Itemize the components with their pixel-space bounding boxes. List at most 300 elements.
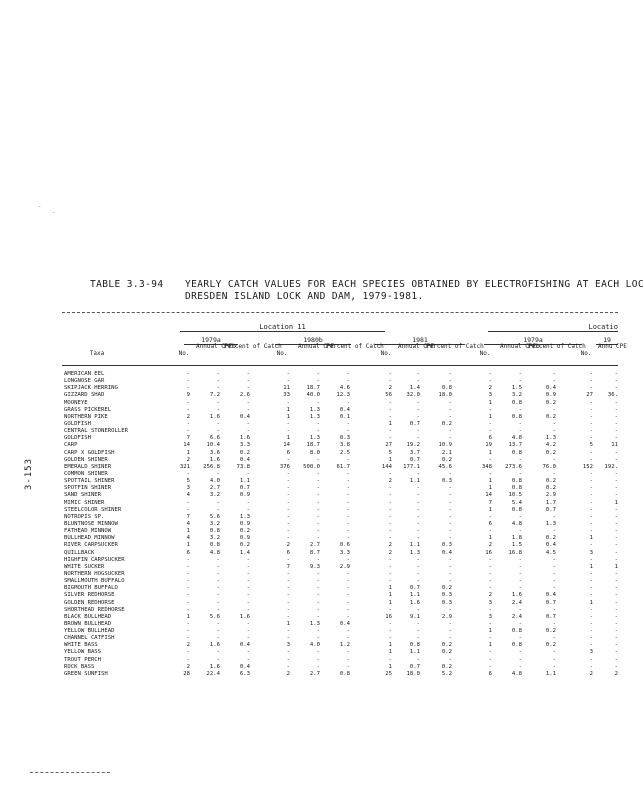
cell-no: - <box>388 413 392 420</box>
cell-annual-cpe: 1.3 <box>309 413 320 420</box>
cell-annual-cpe: - <box>416 470 420 477</box>
taxa-name: SMALLMOUTH BUFFALO <box>64 578 125 585</box>
cell-percent-of-catch: 1.4 <box>239 549 250 556</box>
taxa-name: NORTHERN HOGSUCKER <box>64 570 125 577</box>
cell-no: - <box>286 663 290 670</box>
cell-annual-cpe: 1.1 <box>409 649 420 656</box>
taxa-name: WHITE BASS <box>64 642 98 649</box>
year-label: 1979a <box>484 336 582 345</box>
cell-percent-of-catch: - <box>346 613 350 620</box>
cell-percent-of-catch: 0.3 <box>441 542 452 549</box>
cell-annual-cpe: 1.8 <box>511 535 522 542</box>
taxa-name: CENTRAL STONEROLLER <box>64 428 128 435</box>
cell-annual-cpe: 0.8 <box>209 542 220 549</box>
cell-percent-of-catch: - <box>552 371 556 377</box>
cell-percent-of-catch: - <box>246 470 250 477</box>
cell-annual-cpe: - <box>518 428 522 435</box>
cell-percent-of-catch: 61.7 <box>336 463 350 470</box>
column-header: No. <box>580 350 592 357</box>
taxa-name: LONGNOSE GAR <box>64 378 105 385</box>
cell-no: - <box>186 570 190 577</box>
cell-annual-cpe: 10.5 <box>508 492 522 499</box>
cell-percent-of-catch: - <box>246 599 250 606</box>
cell-annual-cpe: - <box>216 385 220 392</box>
cell-percent-of-catch: 0.4 <box>441 549 452 556</box>
taxa-name: SKIPJACK HERRING <box>64 385 118 392</box>
cell-percent-of-catch: - <box>552 556 556 563</box>
cell-percent-of-catch: - <box>552 578 556 585</box>
table-row <box>0 414 618 421</box>
cell-no: 3 <box>286 642 290 649</box>
cell-annual-cpe: - <box>518 635 522 642</box>
table-row <box>0 407 618 414</box>
table-row <box>0 614 618 621</box>
cell-annual-cpe: - <box>216 570 220 577</box>
cell-percent-of-catch: 0.4 <box>239 642 250 649</box>
cell-no: - <box>286 528 290 535</box>
cell-percent-of-catch: - <box>552 470 556 477</box>
cell-no: - <box>589 449 593 456</box>
table-row <box>0 521 618 528</box>
cell-annual-cpe: 8.0 <box>309 449 320 456</box>
taxa-name: YELLOW BULLHEAD <box>64 628 115 635</box>
cell-annual-cpe: - <box>316 556 320 563</box>
cell-no: - <box>388 556 392 563</box>
cell-no: - <box>186 371 190 377</box>
cell-no: - <box>186 592 190 599</box>
table-row <box>0 657 618 664</box>
cell-annual-cpe: - <box>216 599 220 606</box>
table-row <box>0 514 618 521</box>
cell-annual-cpe: 1.4 <box>409 385 420 392</box>
cell-no: 1 <box>286 620 290 627</box>
cell-annual-cpe: - <box>614 428 618 435</box>
cell-annual-cpe: - <box>316 485 320 492</box>
cell-percent-of-catch: - <box>448 528 452 535</box>
cell-percent-of-catch: - <box>346 528 350 535</box>
cell-no: 2 <box>186 642 190 649</box>
cell-no: - <box>589 620 593 627</box>
cell-annual-cpe: - <box>416 513 420 520</box>
cell-percent-of-catch: 4.6 <box>339 385 350 392</box>
cell-percent-of-catch: - <box>246 606 250 613</box>
cell-annual-cpe: - <box>316 470 320 477</box>
cell-annual-cpe: 40.0 <box>306 392 320 399</box>
cell-annual-cpe: 256.8 <box>203 463 220 470</box>
year-label: 1981 <box>375 336 465 345</box>
cell-no: - <box>589 520 593 527</box>
cell-no: - <box>488 371 492 377</box>
taxa-name: CARP <box>64 442 78 449</box>
cell-percent-of-catch: - <box>246 428 250 435</box>
table-title <box>90 279 644 303</box>
cell-no: - <box>286 513 290 520</box>
cell-annual-cpe: - <box>614 542 618 549</box>
cell-percent-of-catch: 0.4 <box>239 456 250 463</box>
cell-percent-of-catch: 0.2 <box>239 542 250 549</box>
cell-percent-of-catch: - <box>346 428 350 435</box>
cell-percent-of-catch: - <box>448 470 452 477</box>
cell-no: 6 <box>488 435 492 442</box>
cell-annual-cpe: - <box>614 485 618 492</box>
cell-percent-of-catch: 0.2 <box>545 535 556 542</box>
cell-percent-of-catch: 45.6 <box>438 463 452 470</box>
cell-annual-cpe: - <box>614 399 618 406</box>
taxa-name: TROUT PERCH <box>64 656 102 663</box>
cell-percent-of-catch: - <box>448 535 452 542</box>
cell-no: - <box>388 570 392 577</box>
cell-percent-of-catch: 0.2 <box>545 478 556 485</box>
cell-annual-cpe: - <box>216 578 220 585</box>
cell-no: - <box>186 635 190 642</box>
cell-no: 376 <box>279 463 290 470</box>
table-row <box>0 442 618 449</box>
cell-annual-cpe: - <box>614 570 618 577</box>
cell-annual-cpe: - <box>316 628 320 635</box>
cell-percent-of-catch: - <box>346 578 350 585</box>
cell-percent-of-catch: - <box>346 663 350 670</box>
cell-annual-cpe: - <box>216 563 220 570</box>
cell-percent-of-catch: - <box>346 399 350 406</box>
cell-annual-cpe: - <box>518 528 522 535</box>
cell-annual-cpe: - <box>416 399 420 406</box>
cell-no: 1 <box>286 406 290 413</box>
cell-annual-cpe: 1.5 <box>511 542 522 549</box>
cell-percent-of-catch: 0.4 <box>339 620 350 627</box>
cell-no: - <box>186 563 190 570</box>
cell-no: - <box>589 513 593 520</box>
cell-no: - <box>388 378 392 385</box>
cell-percent-of-catch: - <box>552 585 556 592</box>
table-row <box>0 564 618 571</box>
cell-no: - <box>286 635 290 642</box>
table-row <box>0 550 618 557</box>
cell-annual-cpe: 7.2 <box>209 392 220 399</box>
cell-no: 1 <box>589 599 593 606</box>
cell-percent-of-catch: - <box>552 663 556 670</box>
cell-percent-of-catch: 12.3 <box>336 392 350 399</box>
cell-annual-cpe: - <box>614 642 618 649</box>
cell-annual-cpe: - <box>416 635 420 642</box>
column-header: Annu CPE <box>598 343 627 350</box>
cell-percent-of-catch: - <box>448 628 452 635</box>
table-row <box>0 664 618 671</box>
cell-annual-cpe: 1.6 <box>209 413 220 420</box>
cell-annual-cpe: - <box>614 535 618 542</box>
cell-no: 348 <box>481 463 492 470</box>
cell-annual-cpe: 11 <box>611 442 618 449</box>
cell-no: - <box>589 406 593 413</box>
cell-no: - <box>186 399 190 406</box>
cell-percent-of-catch: 5.2 <box>441 670 452 677</box>
cell-annual-cpe: 3.7 <box>409 449 420 456</box>
cell-annual-cpe: - <box>216 406 220 413</box>
cell-no: - <box>186 656 190 663</box>
cell-percent-of-catch: - <box>448 428 452 435</box>
cell-annual-cpe: - <box>216 585 220 592</box>
table-title-line1: YEARLY CATCH VALUES FOR EACH SPECIES OBTAINED BY ELECTROFISHING AT EACH LOC <box>185 279 644 290</box>
cell-percent-of-catch: - <box>246 578 250 585</box>
cell-annual-cpe: 10.4 <box>206 442 220 449</box>
cell-percent-of-catch: - <box>448 485 452 492</box>
cell-percent-of-catch: 0.8 <box>339 670 350 677</box>
cell-no: - <box>388 399 392 406</box>
cell-percent-of-catch: 4.5 <box>545 549 556 556</box>
table-row <box>0 485 618 492</box>
cell-annual-cpe: - <box>416 606 420 613</box>
cell-annual-cpe: 0.8 <box>209 528 220 535</box>
cell-annual-cpe: - <box>518 649 522 656</box>
cell-annual-cpe: 1.3 <box>309 435 320 442</box>
cell-annual-cpe: 1.1 <box>409 592 420 599</box>
column-header: Percent of Catch <box>528 343 586 350</box>
column-header: Percent of Catch <box>224 343 282 350</box>
cell-percent-of-catch: - <box>552 420 556 427</box>
table-row <box>0 535 618 542</box>
cell-no: 1 <box>488 399 492 406</box>
cell-annual-cpe: 9.3 <box>309 563 320 570</box>
cell-no: - <box>488 656 492 663</box>
cell-annual-cpe: - <box>316 456 320 463</box>
cell-annual-cpe: 0.8 <box>511 628 522 635</box>
cell-annual-cpe: - <box>518 420 522 427</box>
cell-percent-of-catch: - <box>448 399 452 406</box>
cell-percent-of-catch: - <box>246 620 250 627</box>
cell-no: - <box>488 428 492 435</box>
cell-annual-cpe: 0.8 <box>511 413 522 420</box>
cell-annual-cpe: - <box>614 449 618 456</box>
cell-annual-cpe: 18.0 <box>406 670 420 677</box>
cell-annual-cpe: - <box>416 499 420 506</box>
cell-annual-cpe: 6.6 <box>209 435 220 442</box>
cell-no: - <box>488 578 492 585</box>
table-row <box>0 578 618 585</box>
cell-annual-cpe: - <box>316 613 320 620</box>
cell-no: - <box>589 435 593 442</box>
cell-no: - <box>186 620 190 627</box>
table-row <box>0 557 618 564</box>
cell-percent-of-catch: 3.3 <box>339 549 350 556</box>
cell-annual-cpe: - <box>518 470 522 477</box>
cell-no: 11 <box>283 385 290 392</box>
table-row <box>0 450 618 457</box>
cell-percent-of-catch: - <box>552 635 556 642</box>
cell-annual-cpe: - <box>216 649 220 656</box>
cell-no: - <box>589 399 593 406</box>
cell-percent-of-catch: 0.9 <box>239 520 250 527</box>
cell-annual-cpe: 2 <box>614 670 618 677</box>
cell-no: - <box>388 371 392 377</box>
cell-no: 1 <box>388 592 392 599</box>
cell-percent-of-catch: 0.2 <box>545 642 556 649</box>
cell-no: 1 <box>286 435 290 442</box>
cell-percent-of-catch: - <box>246 406 250 413</box>
cell-no: - <box>286 606 290 613</box>
cell-percent-of-catch: - <box>346 556 350 563</box>
cell-no: - <box>388 520 392 527</box>
cell-annual-cpe: - <box>216 620 220 627</box>
table-row <box>0 392 618 399</box>
cell-no: - <box>388 485 392 492</box>
cell-annual-cpe: - <box>316 378 320 385</box>
cell-percent-of-catch: - <box>346 649 350 656</box>
cell-no: 2 <box>388 385 392 392</box>
cell-no: - <box>589 606 593 613</box>
taxa-name: SHORTHEAD REDHORSE <box>64 606 125 613</box>
cell-no: - <box>589 413 593 420</box>
cell-annual-cpe: 1.6 <box>511 592 522 599</box>
cell-annual-cpe: - <box>316 478 320 485</box>
header-rule <box>62 365 618 366</box>
cell-no: - <box>589 492 593 499</box>
table-title-line2: DRESDEN ISLAND LOCK AND DAM, 1979-1981. <box>185 291 424 302</box>
cell-annual-cpe: - <box>316 399 320 406</box>
cell-no: - <box>488 663 492 670</box>
cell-annual-cpe: - <box>518 378 522 385</box>
cell-annual-cpe: - <box>518 570 522 577</box>
taxa-name: QUILLBACK <box>64 549 95 556</box>
cell-percent-of-catch: 3.8 <box>339 442 350 449</box>
cell-percent-of-catch: 0.4 <box>239 413 250 420</box>
taxa-name: BULLHEAD MINNOW <box>64 535 115 542</box>
cell-annual-cpe: - <box>216 371 220 377</box>
cell-no: 3 <box>589 649 593 656</box>
cell-percent-of-catch: - <box>448 620 452 627</box>
cell-no: - <box>589 371 593 377</box>
cell-annual-cpe: - <box>216 420 220 427</box>
cell-no: - <box>286 420 290 427</box>
cell-no: - <box>388 506 392 513</box>
taxa-name: COMMON SHINER <box>64 470 108 477</box>
cell-annual-cpe: - <box>614 592 618 599</box>
cell-no: - <box>589 420 593 427</box>
cell-percent-of-catch: - <box>448 406 452 413</box>
cell-annual-cpe: 1.3 <box>309 406 320 413</box>
cell-annual-cpe: - <box>216 399 220 406</box>
cell-no: - <box>589 663 593 670</box>
cell-no: - <box>186 420 190 427</box>
cell-no: 1 <box>388 456 392 463</box>
cell-no: - <box>589 635 593 642</box>
cell-no: - <box>186 585 190 592</box>
cell-no: - <box>286 428 290 435</box>
cell-no: 7 <box>286 563 290 570</box>
cell-annual-cpe: 4.0 <box>309 642 320 649</box>
cell-percent-of-catch: - <box>346 606 350 613</box>
cell-annual-cpe: - <box>316 420 320 427</box>
cell-annual-cpe: - <box>614 478 618 485</box>
cell-percent-of-catch: 1.6 <box>239 613 250 620</box>
cell-percent-of-catch: - <box>448 578 452 585</box>
cell-annual-cpe: 1.1 <box>409 542 420 549</box>
cell-no: - <box>488 406 492 413</box>
cell-annual-cpe: - <box>614 413 618 420</box>
cell-annual-cpe: - <box>316 649 320 656</box>
cell-no: - <box>186 428 190 435</box>
cell-percent-of-catch: - <box>246 399 250 406</box>
cell-no: - <box>488 420 492 427</box>
cell-no: 4 <box>186 520 190 527</box>
cell-annual-cpe: - <box>416 435 420 442</box>
cell-no: 1 <box>388 420 392 427</box>
cell-percent-of-catch: 0.7 <box>239 485 250 492</box>
cell-no: - <box>388 606 392 613</box>
cell-no: - <box>286 535 290 542</box>
cell-percent-of-catch: - <box>346 570 350 577</box>
taxa-name: SAND SHINER <box>64 492 102 499</box>
cell-annual-cpe: 1.6 <box>209 642 220 649</box>
cell-annual-cpe: - <box>614 606 618 613</box>
cell-annual-cpe: 177.1 <box>403 463 420 470</box>
cell-no: - <box>286 378 290 385</box>
year-label: 19 <box>596 336 618 345</box>
cell-percent-of-catch: - <box>246 506 250 513</box>
cell-percent-of-catch: - <box>448 570 452 577</box>
cell-annual-cpe: - <box>416 528 420 535</box>
cell-percent-of-catch: 2.1 <box>441 449 452 456</box>
taxa-name: CARP X GOLDFISH <box>64 449 115 456</box>
cell-no: 1 <box>589 535 593 542</box>
cell-annual-cpe: 19.2 <box>406 442 420 449</box>
cell-percent-of-catch: - <box>448 378 452 385</box>
cell-no: 25 <box>385 670 392 677</box>
cell-no: - <box>488 570 492 577</box>
cell-no: - <box>388 492 392 499</box>
taxa-name: CHANNEL CATFISH <box>64 635 115 642</box>
cell-annual-cpe: - <box>316 656 320 663</box>
taxa-name: GREEN SUNFISH <box>64 670 108 677</box>
cell-no: - <box>589 506 593 513</box>
cell-annual-cpe: - <box>614 635 618 642</box>
cell-annual-cpe: - <box>216 428 220 435</box>
page-side-number: 3-153 <box>24 458 34 491</box>
cell-no: - <box>589 570 593 577</box>
taxa-name: SILVER REDHORSE <box>64 592 115 599</box>
cell-annual-cpe: - <box>316 606 320 613</box>
cell-annual-cpe: 3.2 <box>511 392 522 399</box>
cell-no: - <box>589 428 593 435</box>
cell-annual-cpe: 2.7 <box>209 485 220 492</box>
cell-no: - <box>286 570 290 577</box>
cell-percent-of-catch: - <box>346 420 350 427</box>
cell-no: 144 <box>381 463 392 470</box>
cell-percent-of-catch: - <box>552 649 556 656</box>
cell-annual-cpe: 8.7 <box>309 549 320 556</box>
cell-no: 4 <box>186 492 190 499</box>
column-header: Annual CPEb <box>500 343 540 350</box>
cell-percent-of-catch: - <box>448 435 452 442</box>
cell-no: 2 <box>286 670 290 677</box>
cell-no: 2 <box>589 670 593 677</box>
cell-percent-of-catch: - <box>246 371 250 377</box>
cell-annual-cpe: - <box>316 371 320 377</box>
cell-annual-cpe: 0.7 <box>409 663 420 670</box>
cell-percent-of-catch: 0.2 <box>239 528 250 535</box>
column-header: Annual CPE <box>298 343 335 350</box>
cell-percent-of-catch: 0.4 <box>545 385 556 392</box>
cell-percent-of-catch: 0.3 <box>441 592 452 599</box>
cell-annual-cpe: - <box>518 620 522 627</box>
cell-annual-cpe: 192. <box>604 463 618 470</box>
cell-percent-of-catch: - <box>552 620 556 627</box>
cell-percent-of-catch: 0.2 <box>441 663 452 670</box>
cell-no: 14 <box>183 442 190 449</box>
cell-no: 3 <box>488 392 492 399</box>
cell-annual-cpe: - <box>216 506 220 513</box>
cell-percent-of-catch: 0.2 <box>545 449 556 456</box>
cell-no: 1 <box>186 613 190 620</box>
cell-annual-cpe: 0.7 <box>409 420 420 427</box>
